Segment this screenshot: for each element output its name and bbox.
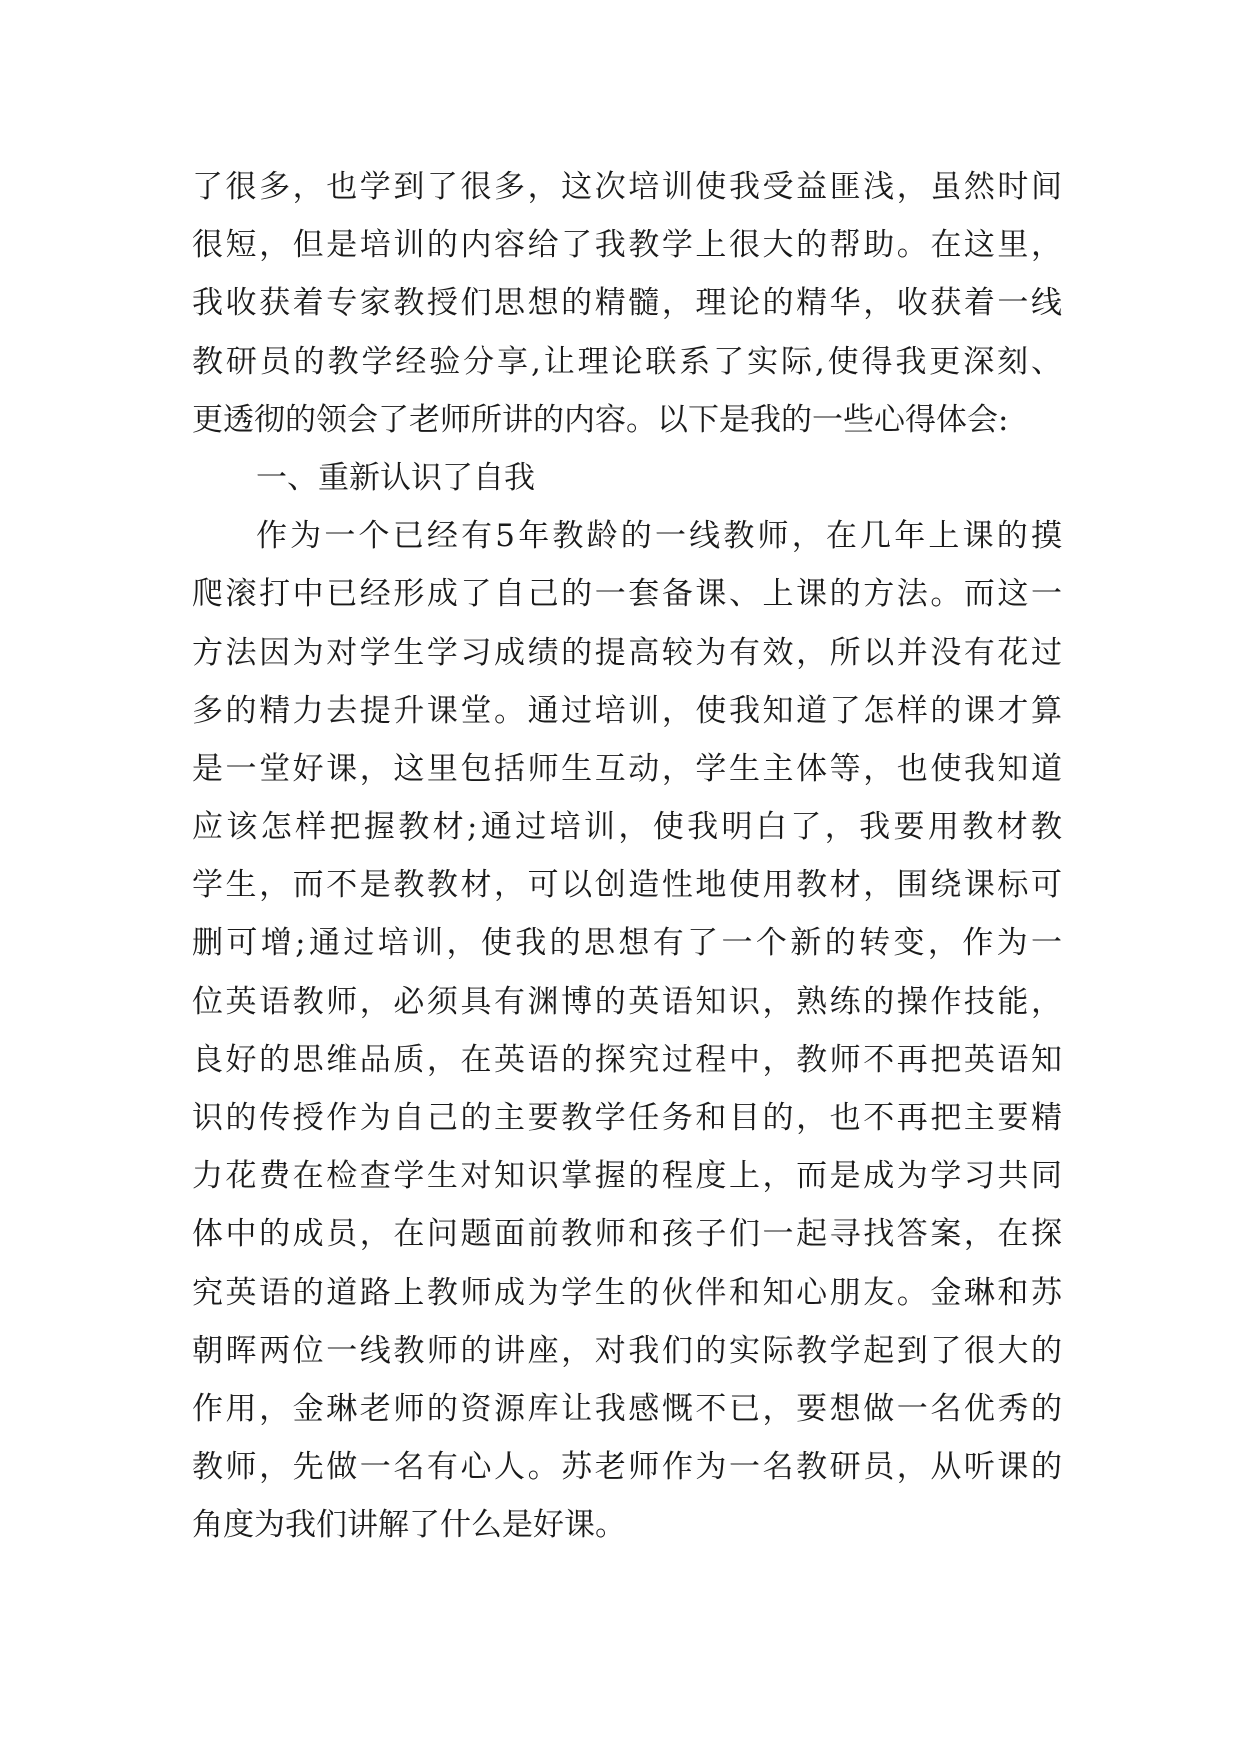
paragraph-2-line: 应该怎样把握教材;通过培训，使我明白了，我要用教材教 xyxy=(192,809,1062,846)
paragraph-2-line: 位英语教师，必须具有渊博的英语知识，熟练的操作技能， xyxy=(192,983,1062,1020)
paragraph-2-line: 多的精力去提升课堂。通过培训，使我知道了怎样的课才算 xyxy=(192,692,1062,729)
paragraph-1-line: 我收获着专家教授们思想的精髓，理论的精华，收获着一线 xyxy=(192,285,1062,322)
paragraph-1-line: 很短，但是培训的内容给了我教学上很大的帮助。在这里， xyxy=(192,227,1062,264)
paragraph-2-line: 作为一个已经有5年教龄的一线教师，在几年上课的摸 xyxy=(256,518,1062,555)
paragraph-2-line: 方法因为对学生学习成绩的提高较为有效，所以并没有花过 xyxy=(192,634,1062,671)
paragraph-2-line: 爬滚打中已经形成了自己的一套备课、上课的方法。而这一 xyxy=(192,576,1062,613)
paragraph-2-line: 力花费在检查学生对知识掌握的程度上，而是成为学习共同 xyxy=(192,1158,1062,1195)
paragraph-2-line: 作用，金琳老师的资源库让我感慨不已，要想做一名优秀的 xyxy=(192,1390,1062,1427)
paragraph-2-line: 体中的成员，在问题面前教师和孩子们一起寻找答案，在探 xyxy=(192,1216,1062,1253)
paragraph-2-line: 学生，而不是教教材，可以创造性地使用教材，围绕课标可 xyxy=(192,867,1062,904)
paragraph-1-line: 教研员的教学经验分享,让理论联系了实际,使得我更深刻、 xyxy=(192,343,1062,380)
document-body xyxy=(192,158,1062,1555)
paragraph-2-line: 教师，先做一名有心人。苏老师作为一名教研员，从听课的 xyxy=(192,1449,1062,1486)
paragraph-2-line: 是一堂好课，这里包括师生互动，学生主体等，也使我知道 xyxy=(192,750,1062,787)
paragraph-2-line: 删可增;通过培训，使我的思想有了一个新的转变，作为一 xyxy=(192,925,1062,962)
paragraph-1-line: 了很多，也学到了很多，这次培训使我受益匪浅，虽然时间 xyxy=(192,169,1062,205)
paragraph-2-line: 良好的思维品质，在英语的探究过程中，教师不再把英语知 xyxy=(192,1041,1062,1078)
paragraph-1-line: 更透彻的领会了老师所讲的内容。以下是我的一些心得体会: xyxy=(192,401,1009,438)
paragraph-2-line: 角度为我们讲解了什么是好课。 xyxy=(192,1507,626,1544)
paragraph-2-line: 朝晖两位一线教师的讲座，对我们的实际教学起到了很大的 xyxy=(192,1332,1062,1369)
section-heading: 一、重新认识了自我 xyxy=(256,459,535,496)
paragraph-2-line: 究英语的道路上教师成为学生的伙伴和知心朋友。金琳和苏 xyxy=(192,1274,1062,1311)
paragraph-2-line: 识的传授作为自己的主要教学任务和目的，也不再把主要精 xyxy=(192,1100,1062,1136)
